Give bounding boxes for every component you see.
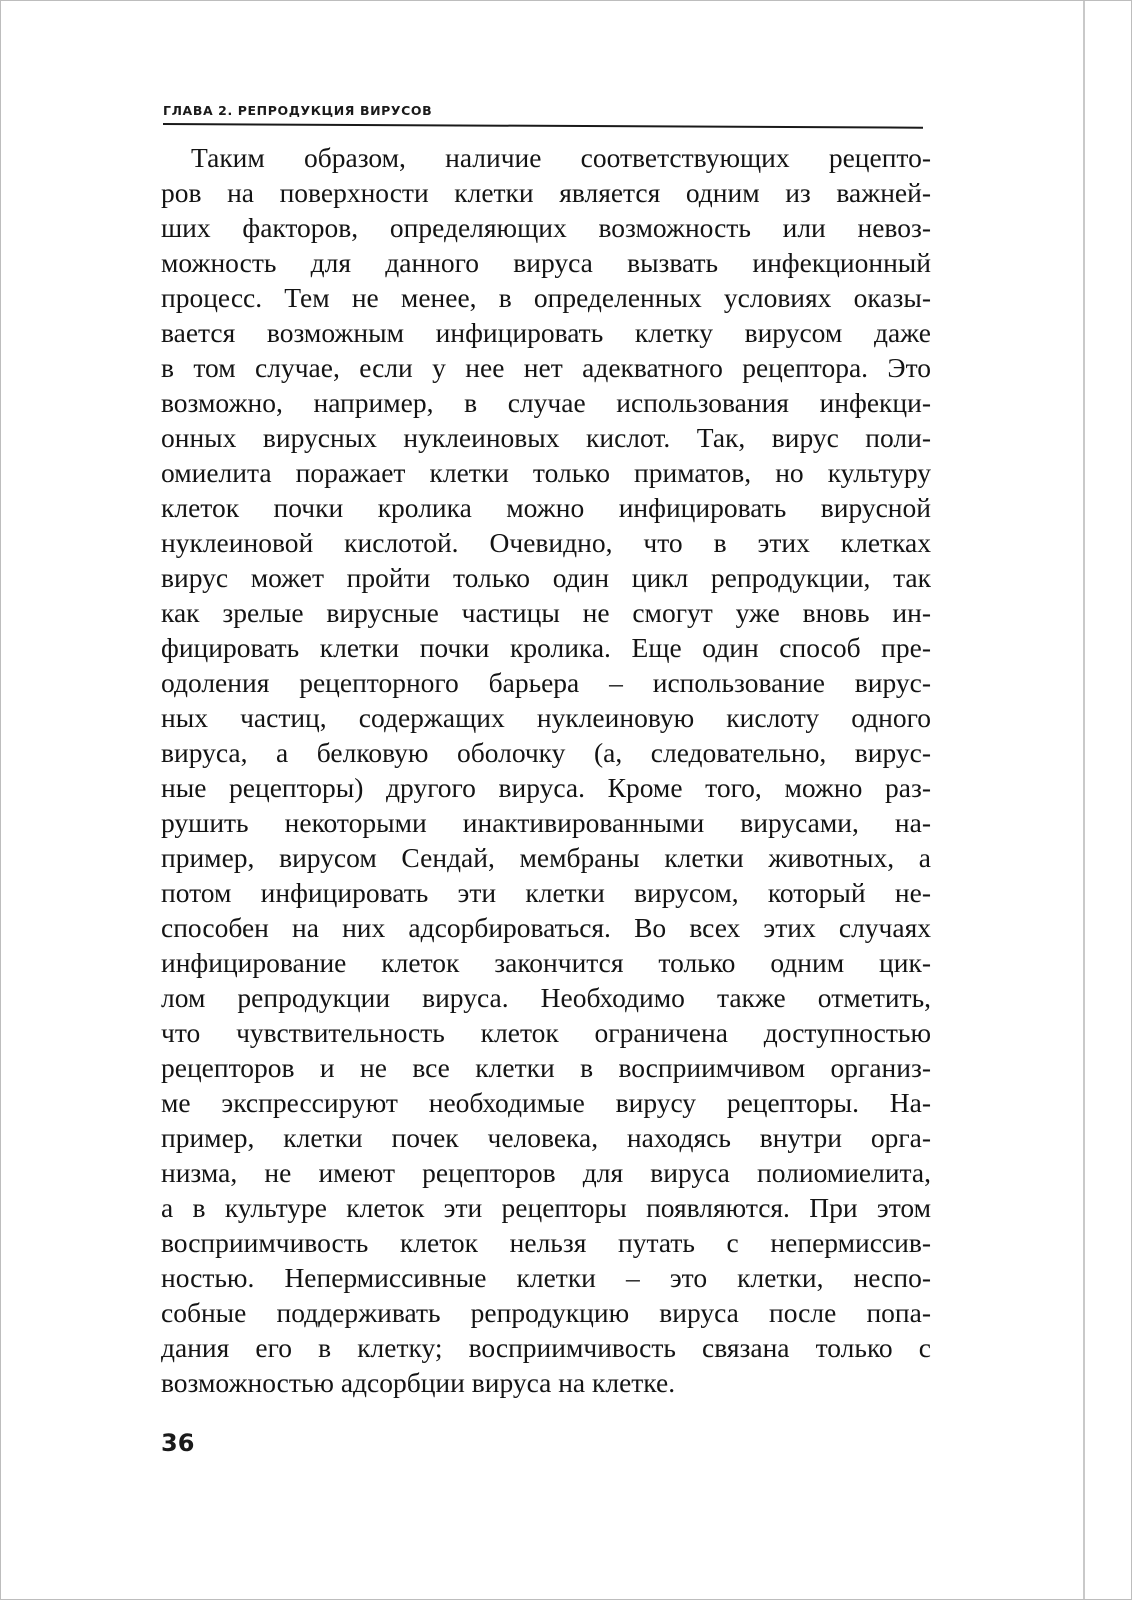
text-line: ров на поверхности клетки является одним из важней-	[161, 177, 931, 208]
text-line: нуклеиновой кислотой. Очевидно, что в этих клетках	[161, 527, 931, 558]
text-line: вируса, а белковую оболочку (а, следовательно, вирус-	[161, 737, 931, 768]
text-line: ных частиц, содержащих нуклеиновую кислоту одного	[161, 702, 931, 733]
text-line: а в культуре клеток эти рецепторы появляются. При этом	[161, 1192, 931, 1223]
text-line: собные поддерживать репродукцию вируса после попа-	[161, 1297, 931, 1328]
text-line: инфицирование клеток закончится только одним цик-	[161, 947, 931, 978]
text-line: можность для данного вируса вызвать инфекционный	[161, 247, 931, 278]
text-line: пример, вирусом Сендай, мембраны клетки животных, а	[161, 842, 931, 873]
text-line: как зрелые вирусные частицы не смогут уже вновь ин-	[161, 597, 931, 628]
text-line: клеток почки кролика можно инфицировать вирусной	[161, 492, 931, 523]
header-rule	[163, 123, 923, 129]
text-line: одоления рецепторного барьера – использование вирус-	[161, 667, 931, 698]
text-line: ностью. Непермиссивные клетки – это клетки, неспо-	[161, 1262, 931, 1293]
text-line: что чувствительность клеток ограничена доступностью	[161, 1017, 931, 1048]
text-line: онных вирусных нуклеиновых кислот. Так, вирус поли-	[161, 422, 931, 453]
text-line: вается возможным инфицировать клетку вирусом даже	[161, 317, 931, 348]
text-line: ших факторов, определяющих возможность или невоз-	[161, 212, 931, 243]
text-line: омиелита поражает клетки только приматов, но культуру	[161, 457, 931, 488]
text-line: возможно, например, в случае использования инфекци-	[161, 387, 931, 418]
text-line: ме экспрессируют необходимые вирусу рецепторы. На-	[161, 1087, 931, 1118]
text-line: способен на них адсорбироваться. Во всех этих случаях	[161, 912, 931, 943]
page-number: 36	[161, 1429, 195, 1457]
page-edge-shadow	[1083, 1, 1085, 1599]
text-line: вирус может пройти только один цикл репродукции, так	[161, 562, 931, 593]
text-line: процесс. Тем не менее, в определенных условиях оказы-	[161, 282, 931, 313]
text-line: возможностью адсорбции вируса на клетке.	[161, 1367, 676, 1398]
text-line: дания его в клетку; восприимчивость связана только с	[161, 1332, 931, 1363]
body-text	[161, 140, 931, 1400]
text-line: восприимчивость клеток нельзя путать с непермиссив-	[161, 1227, 931, 1258]
text-line: рушить некоторыми инактивированными вирусами, на-	[161, 807, 931, 838]
text-line: пример, клетки почек человека, находясь внутри орга-	[161, 1122, 931, 1153]
text-line: лом репродукции вируса. Необходимо также отметить,	[161, 982, 931, 1013]
text-line: потом инфицировать эти клетки вирусом, который не-	[161, 877, 931, 908]
running-head: ГЛАВА 2. РЕПРОДУКЦИЯ ВИРУСОВ	[163, 103, 433, 118]
text-line: Таким образом, наличие соответствующих рецепто-	[191, 142, 931, 173]
text-line: в том случае, если у нее нет адекватного рецептора. Это	[161, 352, 931, 383]
text-line: ные рецепторы) другого вируса. Кроме того, можно раз-	[161, 772, 931, 803]
text-line: низма, не имеют рецепторов для вируса полиомиелита,	[161, 1157, 931, 1188]
text-line: рецепторов и не все клетки в восприимчивом организ-	[161, 1052, 931, 1083]
text-line: фицировать клетки почки кролика. Еще один способ пре-	[161, 632, 931, 663]
